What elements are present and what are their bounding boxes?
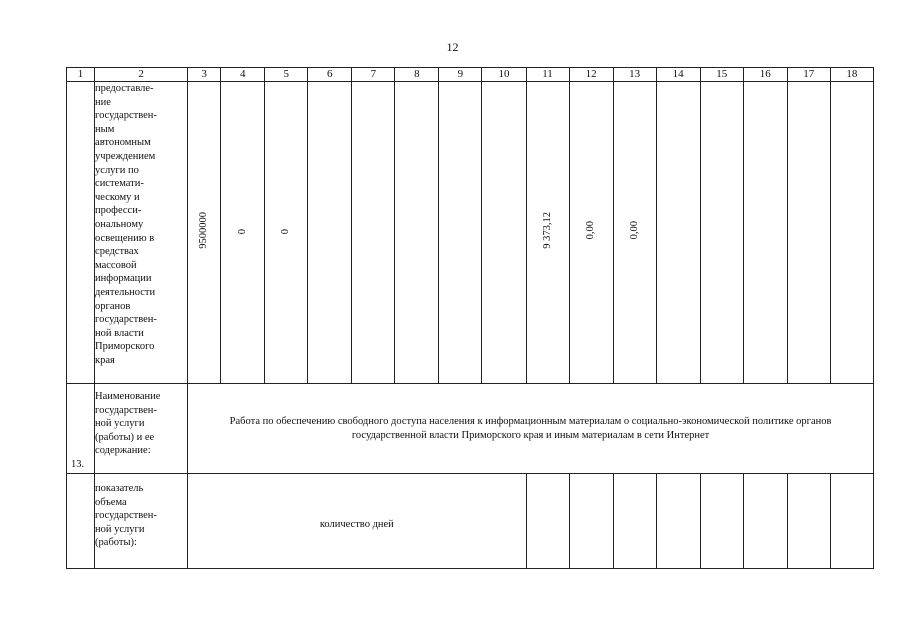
indicator-row: [67, 474, 874, 569]
header-row: [67, 68, 874, 82]
col-header: 15: [700, 68, 743, 82]
col-header: 2: [95, 68, 188, 82]
empty-cell: [395, 82, 439, 384]
empty-cell: [526, 474, 569, 569]
empty-cell: [743, 82, 787, 384]
empty-cell: [308, 82, 352, 384]
row-number-cell: [67, 82, 95, 384]
col-header: 9: [439, 68, 482, 82]
service-name-row: [67, 384, 874, 474]
col-header: 14: [656, 68, 700, 82]
value-col13: 0,00: [628, 221, 640, 240]
empty-cell: [743, 474, 787, 569]
empty-cell: [787, 474, 830, 569]
indicator-unit-cell: [188, 474, 526, 569]
col-header: 6: [308, 68, 352, 82]
indicator-label: показатель объема государствен- ной услуги (работы):: [95, 483, 157, 549]
value-cell-4: [221, 82, 265, 384]
col-header: 1: [67, 68, 95, 82]
empty-cell: [656, 474, 700, 569]
col-header: 7: [352, 68, 395, 82]
empty-cell: [67, 474, 95, 569]
service-name-cell: [95, 82, 188, 384]
value-col3: 9500000: [198, 211, 210, 249]
col-header: 18: [830, 68, 873, 82]
empty-cell: [656, 82, 700, 384]
empty-cell: [482, 82, 526, 384]
value-cell-3: [188, 82, 221, 384]
col-header: 12: [569, 68, 613, 82]
col-header: 17: [787, 68, 830, 82]
value-cell-13: [613, 82, 656, 384]
col-header: 5: [265, 68, 308, 82]
indicator-label-cell: [95, 474, 188, 569]
empty-cell: [830, 82, 873, 384]
budget-table: [66, 67, 874, 569]
service-name: предоставле- ние государствен- ным автономным учреждением услуги по системати- ческому и професси- ональному освещению в средствах массовой информации деятельности органов государствен- ной власти Приморского края: [95, 83, 157, 366]
value-col4: 0: [236, 229, 248, 235]
col-header: 3: [188, 68, 221, 82]
col-header: 8: [395, 68, 439, 82]
empty-cell: [700, 82, 743, 384]
col-header: 11: [526, 68, 569, 82]
empty-cell: [613, 474, 656, 569]
value-col5: 0: [280, 229, 292, 235]
col-header: 16: [743, 68, 787, 82]
service-row: [67, 82, 874, 384]
page-number: 12: [446, 40, 459, 54]
service-content: Работа по обеспечению свободного доступа населения к информационным материалам о социально-экономической политике органов государственной власти Приморского края и иным материалам в сети Интернет: [229, 415, 832, 441]
col-header: 10: [482, 68, 526, 82]
value-col11: 9 373,12: [541, 211, 553, 249]
empty-cell: [569, 474, 613, 569]
col-header: 13: [613, 68, 656, 82]
col-header: 4: [221, 68, 265, 82]
service-label-cell: [95, 384, 188, 474]
empty-cell: [830, 474, 873, 569]
value-col12: 0,00: [585, 221, 597, 240]
value-cell-12: [569, 82, 613, 384]
value-cell-5: [265, 82, 308, 384]
empty-cell: [700, 474, 743, 569]
indicator-unit: количество дней: [319, 519, 394, 530]
empty-cell: [439, 82, 482, 384]
empty-cell: [787, 82, 830, 384]
value-cell-11: [526, 82, 569, 384]
service-label: Наименование государствен- ной услуги (работы) и ее содержание:: [95, 391, 161, 457]
service-content-cell: [188, 384, 874, 474]
empty-cell: [352, 82, 395, 384]
row-number: 13.: [67, 384, 95, 474]
